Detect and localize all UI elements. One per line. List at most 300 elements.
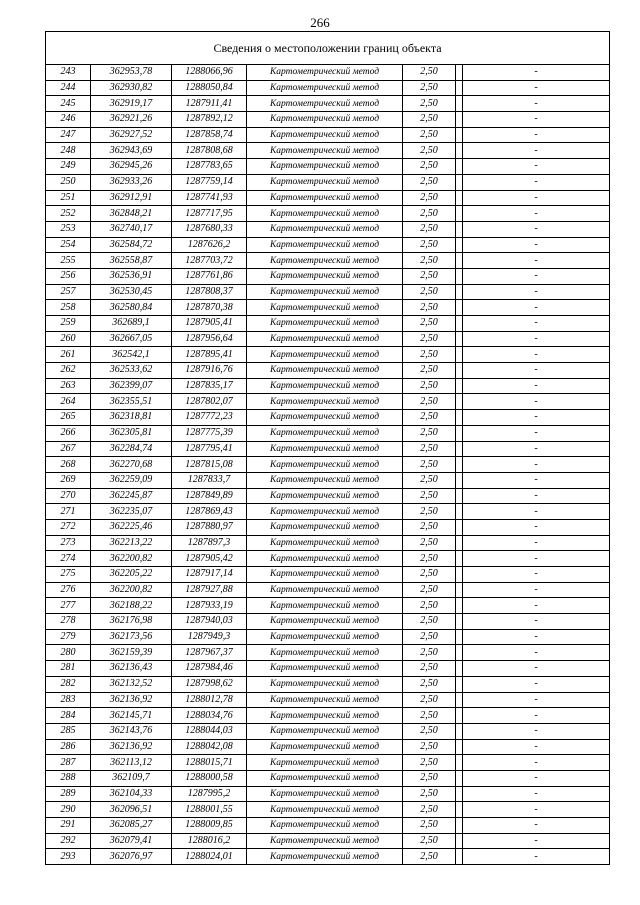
x-coordinate-cell: 362945,26 xyxy=(91,159,172,175)
y-coordinate-cell: 1287833,7 xyxy=(172,472,247,488)
y-coordinate-cell: 1287870,38 xyxy=(172,300,247,316)
x-coordinate-cell: 362159,39 xyxy=(91,645,172,661)
point-number-cell: 293 xyxy=(46,849,91,864)
table-row xyxy=(46,363,609,379)
x-coordinate-cell: 362580,84 xyxy=(91,300,172,316)
y-coordinate-cell: 1287892,12 xyxy=(172,112,247,128)
x-coordinate-cell: 362533,62 xyxy=(91,363,172,379)
boundary-table-sheet xyxy=(45,31,610,865)
method-cell: Картометрический метод xyxy=(247,504,403,520)
point-number-cell: 275 xyxy=(46,567,91,583)
point-number-cell: 263 xyxy=(46,378,91,394)
note-cell: - xyxy=(463,661,610,677)
method-cell: Картометрический метод xyxy=(247,818,403,834)
y-coordinate-cell: 1287911,41 xyxy=(172,96,247,112)
table-row xyxy=(46,472,609,488)
note-cell: - xyxy=(463,786,610,802)
note-cell: - xyxy=(463,378,610,394)
method-cell: Картометрический метод xyxy=(247,645,403,661)
note-cell: - xyxy=(463,190,610,206)
x-coordinate-cell: 362848,21 xyxy=(91,206,172,222)
error-cell: 2,50 xyxy=(403,629,456,645)
empty-cell xyxy=(456,598,463,614)
y-coordinate-cell: 1288012,78 xyxy=(172,692,247,708)
x-coordinate-cell: 362912,91 xyxy=(91,190,172,206)
point-number-cell: 264 xyxy=(46,394,91,410)
point-number-cell: 258 xyxy=(46,300,91,316)
table-row xyxy=(46,739,609,755)
method-cell: Картометрический метод xyxy=(247,786,403,802)
error-cell: 2,50 xyxy=(403,802,456,818)
error-cell: 2,50 xyxy=(403,708,456,724)
empty-cell xyxy=(456,378,463,394)
error-cell: 2,50 xyxy=(403,268,456,284)
empty-cell xyxy=(456,755,463,771)
empty-cell xyxy=(456,739,463,755)
error-cell: 2,50 xyxy=(403,253,456,269)
empty-cell xyxy=(456,629,463,645)
table-row xyxy=(46,206,609,222)
y-coordinate-cell: 1287815,08 xyxy=(172,457,247,473)
y-coordinate-cell: 1288009,85 xyxy=(172,818,247,834)
x-coordinate-cell: 362225,46 xyxy=(91,519,172,535)
x-coordinate-cell: 362205,22 xyxy=(91,567,172,583)
empty-cell xyxy=(456,96,463,112)
y-coordinate-cell: 1287783,65 xyxy=(172,159,247,175)
x-coordinate-cell: 362953,78 xyxy=(91,65,172,80)
error-cell: 2,50 xyxy=(403,535,456,551)
table-row xyxy=(46,551,609,567)
method-cell: Картометрический метод xyxy=(247,708,403,724)
point-number-cell: 255 xyxy=(46,253,91,269)
y-coordinate-cell: 1288015,71 xyxy=(172,755,247,771)
note-cell: - xyxy=(463,598,610,614)
method-cell: Картометрический метод xyxy=(247,457,403,473)
point-number-cell: 265 xyxy=(46,410,91,426)
method-cell: Картометрический метод xyxy=(247,410,403,426)
point-number-cell: 282 xyxy=(46,676,91,692)
error-cell: 2,50 xyxy=(403,394,456,410)
x-coordinate-cell: 362399,07 xyxy=(91,378,172,394)
point-number-cell: 257 xyxy=(46,284,91,300)
empty-cell xyxy=(456,174,463,190)
error-cell: 2,50 xyxy=(403,127,456,143)
table-row xyxy=(46,143,609,159)
error-cell: 2,50 xyxy=(403,614,456,630)
y-coordinate-cell: 1288042,08 xyxy=(172,739,247,755)
x-coordinate-cell: 362176,98 xyxy=(91,614,172,630)
note-cell: - xyxy=(463,551,610,567)
method-cell: Картометрический метод xyxy=(247,739,403,755)
method-cell: Картометрический метод xyxy=(247,802,403,818)
empty-cell xyxy=(456,127,463,143)
error-cell: 2,50 xyxy=(403,237,456,253)
note-cell: - xyxy=(463,410,610,426)
point-number-cell: 266 xyxy=(46,425,91,441)
error-cell: 2,50 xyxy=(403,504,456,520)
table-row xyxy=(46,331,609,347)
y-coordinate-cell: 1287626,2 xyxy=(172,237,247,253)
point-number-cell: 267 xyxy=(46,441,91,457)
note-cell: - xyxy=(463,127,610,143)
error-cell: 2,50 xyxy=(403,755,456,771)
note-cell: - xyxy=(463,708,610,724)
page-number: 266 xyxy=(310,15,330,30)
point-number-cell: 281 xyxy=(46,661,91,677)
note-cell: - xyxy=(463,331,610,347)
y-coordinate-cell: 1287759,14 xyxy=(172,174,247,190)
point-number-cell: 285 xyxy=(46,723,91,739)
table-row xyxy=(46,174,609,190)
error-cell: 2,50 xyxy=(403,159,456,175)
point-number-cell: 256 xyxy=(46,268,91,284)
table-row xyxy=(46,504,609,520)
empty-cell xyxy=(456,394,463,410)
method-cell: Картометрический метод xyxy=(247,284,403,300)
error-cell: 2,50 xyxy=(403,441,456,457)
point-number-cell: 253 xyxy=(46,221,91,237)
note-cell: - xyxy=(463,802,610,818)
empty-cell xyxy=(456,268,463,284)
y-coordinate-cell: 1287897,3 xyxy=(172,535,247,551)
method-cell: Картометрический метод xyxy=(247,190,403,206)
empty-cell xyxy=(456,708,463,724)
y-coordinate-cell: 1287949,3 xyxy=(172,629,247,645)
method-cell: Картометрический метод xyxy=(247,629,403,645)
coordinates-table-body xyxy=(46,65,609,864)
note-cell: - xyxy=(463,363,610,379)
note-cell: - xyxy=(463,567,610,583)
method-cell: Картометрический метод xyxy=(247,268,403,284)
y-coordinate-cell: 1288016,2 xyxy=(172,833,247,849)
table-row xyxy=(46,802,609,818)
y-coordinate-cell: 1288034,76 xyxy=(172,708,247,724)
table-row xyxy=(46,300,609,316)
method-cell: Картометрический метод xyxy=(247,127,403,143)
note-cell: - xyxy=(463,645,610,661)
x-coordinate-cell: 362200,82 xyxy=(91,582,172,598)
table-row xyxy=(46,394,609,410)
point-number-cell: 287 xyxy=(46,755,91,771)
x-coordinate-cell: 362113,12 xyxy=(91,755,172,771)
point-number-cell: 292 xyxy=(46,833,91,849)
point-number-cell: 269 xyxy=(46,472,91,488)
point-number-cell: 280 xyxy=(46,645,91,661)
point-number-cell: 248 xyxy=(46,143,91,159)
point-number-cell: 261 xyxy=(46,347,91,363)
point-number-cell: 289 xyxy=(46,786,91,802)
method-cell: Картометрический метод xyxy=(247,143,403,159)
point-number-cell: 277 xyxy=(46,598,91,614)
note-cell: - xyxy=(463,425,610,441)
point-number-cell: 283 xyxy=(46,692,91,708)
table-row xyxy=(46,127,609,143)
note-cell: - xyxy=(463,441,610,457)
error-cell: 2,50 xyxy=(403,96,456,112)
empty-cell xyxy=(456,661,463,677)
y-coordinate-cell: 1288000,58 xyxy=(172,770,247,786)
error-cell: 2,50 xyxy=(403,80,456,96)
empty-cell xyxy=(456,582,463,598)
point-number-cell: 291 xyxy=(46,818,91,834)
method-cell: Картометрический метод xyxy=(247,755,403,771)
empty-cell xyxy=(456,786,463,802)
empty-cell xyxy=(456,472,463,488)
error-cell: 2,50 xyxy=(403,786,456,802)
x-coordinate-cell: 362076,97 xyxy=(91,849,172,864)
y-coordinate-cell: 1287956,64 xyxy=(172,331,247,347)
error-cell: 2,50 xyxy=(403,582,456,598)
table-row xyxy=(46,786,609,802)
y-coordinate-cell: 1288066,96 xyxy=(172,65,247,80)
method-cell: Картометрический метод xyxy=(247,833,403,849)
point-number-cell: 268 xyxy=(46,457,91,473)
empty-cell xyxy=(456,723,463,739)
note-cell: - xyxy=(463,723,610,739)
table-row xyxy=(46,598,609,614)
x-coordinate-cell: 362270,68 xyxy=(91,457,172,473)
point-number-cell: 244 xyxy=(46,80,91,96)
table-row xyxy=(46,378,609,394)
y-coordinate-cell: 1287772,23 xyxy=(172,410,247,426)
empty-cell xyxy=(456,504,463,520)
note-cell: - xyxy=(534,850,538,862)
x-coordinate-cell: 362136,43 xyxy=(91,661,172,677)
empty-cell xyxy=(456,347,463,363)
method-cell: Картометрический метод xyxy=(247,535,403,551)
method-cell: Картометрический метод xyxy=(247,441,403,457)
table-row xyxy=(46,519,609,535)
empty-cell xyxy=(456,237,463,253)
note-cell: - xyxy=(463,65,610,80)
y-coordinate-cell: 1287995,2 xyxy=(172,786,247,802)
coordinates-table xyxy=(46,65,609,864)
x-coordinate-cell: 362584,72 xyxy=(91,237,172,253)
error-cell: 2,50 xyxy=(403,676,456,692)
point-number-cell: 250 xyxy=(46,174,91,190)
error-cell: 2,50 xyxy=(403,598,456,614)
empty-cell xyxy=(456,551,463,567)
y-coordinate-cell: 1287808,68 xyxy=(172,143,247,159)
y-coordinate-cell: 1287761,86 xyxy=(172,268,247,284)
table-row xyxy=(46,316,609,332)
x-coordinate-cell: 362109,7 xyxy=(91,770,172,786)
y-coordinate-cell: 1288024,01 xyxy=(172,849,247,864)
y-coordinate-cell: 1287703,72 xyxy=(172,253,247,269)
empty-cell xyxy=(456,410,463,426)
method-cell: Картометрический метод xyxy=(247,582,403,598)
method-cell: Картометрический метод xyxy=(247,723,403,739)
x-coordinate-cell: 362930,82 xyxy=(91,80,172,96)
x-coordinate-cell: 362530,45 xyxy=(91,284,172,300)
empty-cell xyxy=(456,253,463,269)
note-cell: - xyxy=(463,174,610,190)
method-cell: Картометрический метод xyxy=(247,174,403,190)
note-cell: - xyxy=(463,268,610,284)
note-cell: - xyxy=(463,755,610,771)
table-row xyxy=(46,708,609,724)
y-coordinate-cell: 1287835,17 xyxy=(172,378,247,394)
error-cell: 2,50 xyxy=(403,519,456,535)
point-number-cell: 279 xyxy=(46,629,91,645)
error-cell: 2,50 xyxy=(403,174,456,190)
empty-cell xyxy=(456,770,463,786)
error-cell: 2,50 xyxy=(403,378,456,394)
table-row xyxy=(46,818,609,834)
empty-cell xyxy=(456,65,463,80)
error-cell: 2,50 xyxy=(403,567,456,583)
note-cell: - xyxy=(463,80,610,96)
error-cell: 2,50 xyxy=(403,425,456,441)
table-row xyxy=(46,676,609,692)
point-number-cell: 290 xyxy=(46,802,91,818)
x-coordinate-cell: 362536,91 xyxy=(91,268,172,284)
x-coordinate-cell: 362235,07 xyxy=(91,504,172,520)
x-coordinate-cell: 362143,76 xyxy=(91,723,172,739)
method-cell: Картометрический метод xyxy=(247,488,403,504)
method-cell: Картометрический метод xyxy=(247,425,403,441)
table-row xyxy=(46,535,609,551)
table-row xyxy=(46,347,609,363)
x-coordinate-cell: 362542,1 xyxy=(91,347,172,363)
table-row xyxy=(46,425,609,441)
x-coordinate-cell: 362079,41 xyxy=(91,833,172,849)
error-cell: 2,50 xyxy=(403,770,456,786)
note-cell: - xyxy=(463,676,610,692)
note-cell: - xyxy=(463,253,610,269)
error-cell: 2,50 xyxy=(403,190,456,206)
y-coordinate-cell: 1287680,33 xyxy=(172,221,247,237)
y-coordinate-cell: 1287795,41 xyxy=(172,441,247,457)
empty-cell xyxy=(456,833,463,849)
note-cell: - xyxy=(463,284,610,300)
y-coordinate-cell: 1287849,89 xyxy=(172,488,247,504)
table-row xyxy=(46,770,609,786)
point-number-cell: 260 xyxy=(46,331,91,347)
table-title: Сведения о местоположении границ объекта xyxy=(46,32,609,65)
error-cell: 2,50 xyxy=(403,206,456,222)
method-cell: Картометрический метод xyxy=(247,347,403,363)
empty-cell xyxy=(456,425,463,441)
note-cell: - xyxy=(463,206,610,222)
note-cell: - xyxy=(463,739,610,755)
table-row xyxy=(46,284,609,300)
x-coordinate-cell: 362136,92 xyxy=(91,739,172,755)
method-cell: Картометрический метод xyxy=(247,253,403,269)
note-cell: - xyxy=(463,614,610,630)
table-row xyxy=(46,614,609,630)
note-cell: - xyxy=(463,519,610,535)
method-cell: Картометрический метод xyxy=(247,676,403,692)
empty-cell xyxy=(456,692,463,708)
method-cell: Картометрический метод xyxy=(247,394,403,410)
y-coordinate-cell: 1287940,03 xyxy=(172,614,247,630)
method-cell: Картометрический метод xyxy=(247,661,403,677)
empty-cell xyxy=(456,221,463,237)
error-cell: 2,50 xyxy=(403,284,456,300)
empty-cell xyxy=(456,802,463,818)
x-coordinate-cell: 362104,33 xyxy=(91,786,172,802)
method-cell: Картометрический метод xyxy=(247,80,403,96)
y-coordinate-cell: 1287998,62 xyxy=(172,676,247,692)
method-cell: Картометрический метод xyxy=(247,159,403,175)
empty-cell xyxy=(456,441,463,457)
error-cell: 2,50 xyxy=(403,472,456,488)
x-coordinate-cell: 362132,52 xyxy=(91,676,172,692)
y-coordinate-cell: 1287717,95 xyxy=(172,206,247,222)
note-cell: - xyxy=(463,488,610,504)
error-cell: 2,50 xyxy=(403,300,456,316)
empty-cell xyxy=(456,300,463,316)
method-cell: Картометрический метод xyxy=(247,65,403,80)
y-coordinate-cell: 1287775,39 xyxy=(172,425,247,441)
table-row xyxy=(46,629,609,645)
error-cell: 2,50 xyxy=(403,645,456,661)
x-coordinate-cell: 362200,82 xyxy=(91,551,172,567)
note-cell: - xyxy=(463,112,610,128)
y-coordinate-cell: 1288050,84 xyxy=(172,80,247,96)
y-coordinate-cell: 1287858,74 xyxy=(172,127,247,143)
error-cell: 2,50 xyxy=(403,849,456,864)
table-row xyxy=(46,441,609,457)
point-number-cell: 272 xyxy=(46,519,91,535)
empty-cell xyxy=(456,645,463,661)
table-row xyxy=(46,567,609,583)
error-cell: 2,50 xyxy=(403,221,456,237)
empty-cell xyxy=(456,112,463,128)
error-cell: 2,50 xyxy=(403,551,456,567)
error-cell: 2,50 xyxy=(403,488,456,504)
error-cell: 2,50 xyxy=(403,661,456,677)
point-number-cell: 262 xyxy=(46,363,91,379)
note-cell: - xyxy=(463,316,610,332)
x-coordinate-cell: 362188,22 xyxy=(91,598,172,614)
note-cell: - xyxy=(463,237,610,253)
error-cell: 2,50 xyxy=(403,363,456,379)
y-coordinate-cell: 1287967,37 xyxy=(172,645,247,661)
x-coordinate-cell: 362740,17 xyxy=(91,221,172,237)
table-row xyxy=(46,237,609,253)
point-number-cell: 254 xyxy=(46,237,91,253)
point-number-cell: 252 xyxy=(46,206,91,222)
y-coordinate-cell: 1288044,03 xyxy=(172,723,247,739)
empty-cell xyxy=(456,676,463,692)
note-cell: - xyxy=(463,300,610,316)
note-cell: - xyxy=(463,221,610,237)
x-coordinate-cell: 362173,56 xyxy=(91,629,172,645)
y-coordinate-cell: 1287869,43 xyxy=(172,504,247,520)
method-cell: Картометрический метод xyxy=(247,849,403,864)
table-row xyxy=(46,488,609,504)
error-cell: 2,50 xyxy=(403,112,456,128)
table-row xyxy=(46,253,609,269)
error-cell: 2,50 xyxy=(403,723,456,739)
note-cell: - xyxy=(463,833,610,849)
table-row xyxy=(46,457,609,473)
error-cell: 2,50 xyxy=(403,143,456,159)
point-number-cell: 249 xyxy=(46,159,91,175)
table-row xyxy=(46,755,609,771)
method-cell: Картометрический метод xyxy=(247,614,403,630)
method-cell: Картометрический метод xyxy=(247,331,403,347)
y-coordinate-cell: 1287905,41 xyxy=(172,316,247,332)
empty-cell xyxy=(456,143,463,159)
y-coordinate-cell: 1287802,07 xyxy=(172,394,247,410)
method-cell: Картометрический метод xyxy=(247,378,403,394)
table-row xyxy=(46,96,609,112)
empty-cell xyxy=(456,190,463,206)
x-coordinate-cell: 362933,26 xyxy=(91,174,172,190)
